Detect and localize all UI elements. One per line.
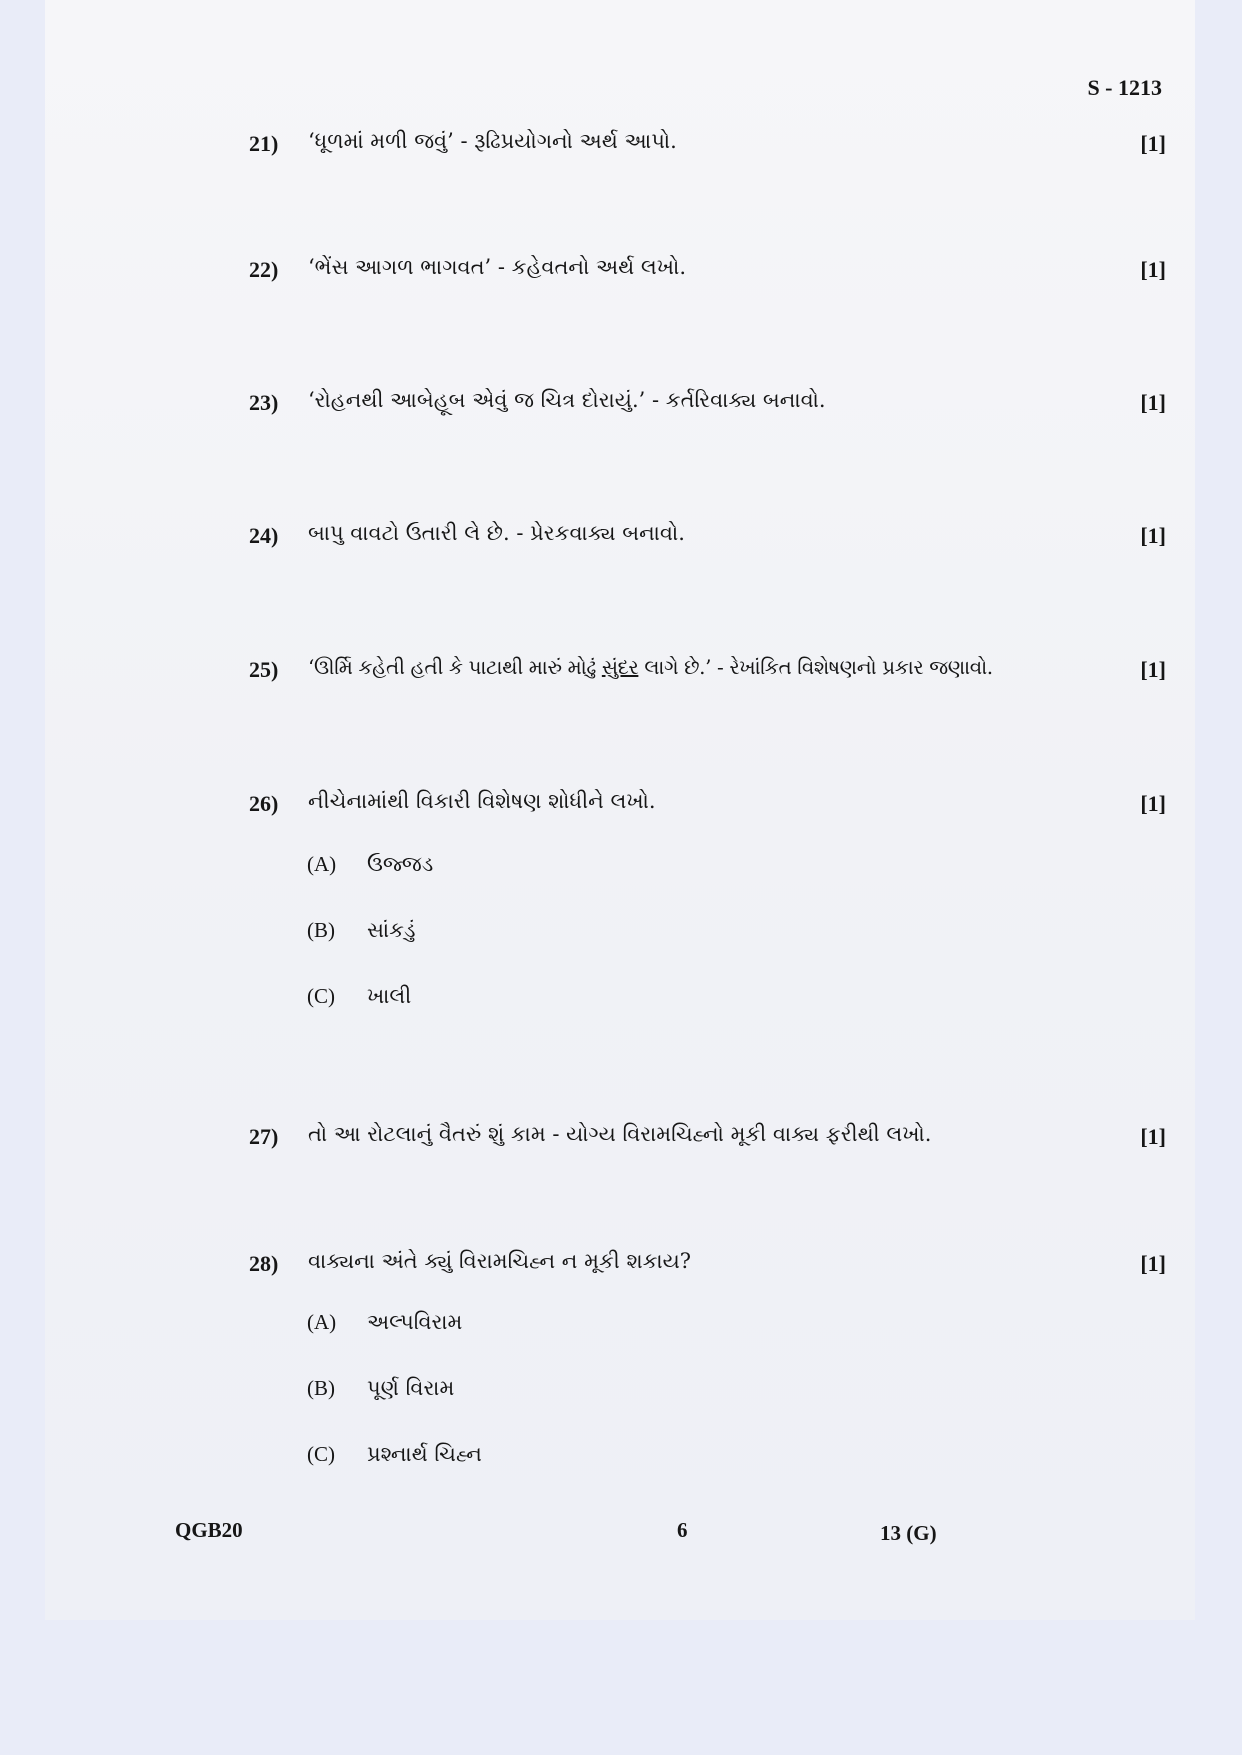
- question-number: 26): [249, 791, 279, 816]
- question-marks: [1]: [1140, 523, 1166, 548]
- question-text: વાક્યના અંતે ક્યું વિરામચિહ્ન ન મૂકી શકાય?: [308, 1249, 692, 1273]
- option-text: ઉજ્જડ: [367, 852, 434, 876]
- question-number: 28): [249, 1251, 279, 1276]
- option-a: [307, 852, 433, 888]
- question-marks: [1]: [1140, 791, 1166, 816]
- question-marks: [1]: [1140, 390, 1166, 415]
- question-22: [249, 251, 1166, 287]
- option-label: (B): [307, 918, 335, 942]
- question-27: [249, 1118, 1166, 1154]
- question-28: [249, 1245, 1166, 1281]
- question-23: [249, 384, 1166, 420]
- question-21: [249, 125, 1166, 161]
- option-b: [307, 918, 416, 954]
- question-marks: [1]: [1140, 1251, 1166, 1276]
- option-c: [307, 1442, 482, 1478]
- option-label: (A): [307, 852, 337, 876]
- question-number: 21): [249, 131, 279, 156]
- option-b: [307, 1376, 454, 1412]
- question-text: ‘રોહનથી આબેહૂબ એવું જ ચિત્ર દોરાયું.’ - કર્તરિવાક્ય બનાવો.: [308, 388, 826, 412]
- question-25: [249, 651, 1166, 687]
- question-text: ‘ધૂળમાં મળી જવું’ - રૂઢિપ્રયોગનો અર્થ આપો.: [308, 129, 677, 153]
- question-text-before: ‘ઊર્મિ કહેતી હતી કે પાટાથી મારું મોઢું: [308, 655, 602, 679]
- option-label: (C): [307, 1442, 335, 1466]
- option-label: (B): [307, 1376, 335, 1400]
- question-number: 27): [249, 1124, 279, 1149]
- footer-code: QGB20: [175, 1518, 243, 1542]
- question-text: નીચેનામાંથી વિકારી વિશેષણ શોધીને લખો.: [308, 789, 656, 813]
- page-number: 6: [677, 1518, 688, 1542]
- option-text: પૂર્ણ વિરામ: [367, 1376, 455, 1400]
- question-number: 24): [249, 523, 279, 548]
- option-c: [307, 984, 411, 1020]
- question-text: ‘ભેંસ આગળ ભાગવત’ - કહેવતનો અર્થ લખો.: [308, 255, 686, 279]
- question-number: 25): [249, 657, 279, 682]
- option-a: [307, 1310, 462, 1346]
- footer-series: 13 (G): [880, 1521, 937, 1545]
- question-marks: [1]: [1140, 1124, 1166, 1149]
- option-label: (A): [307, 1310, 337, 1334]
- paper-code: S - 1213: [1087, 75, 1162, 100]
- option-text: ખાલી: [367, 984, 412, 1008]
- question-text-after: લાગે છે.’ - રેખાંકિત વિશેષણનો પ્રકાર જણાવો.: [638, 655, 993, 679]
- question-marks: [1]: [1140, 131, 1166, 156]
- question-text: તો આ રોટલાનું વૈતરું શું કામ - યોગ્ય વિરામચિહ્નો મૂકી વાક્ય ફરીથી લખો.: [308, 1122, 932, 1146]
- option-text: સાંકડું: [367, 918, 416, 942]
- question-marks: [1]: [1140, 257, 1166, 282]
- option-label: (C): [307, 984, 335, 1008]
- question-marks: [1]: [1140, 657, 1166, 682]
- option-text: અલ્પવિરામ: [367, 1310, 463, 1334]
- question-26: [249, 785, 1166, 821]
- option-text: પ્રશ્નાર્થ ચિહ્ન: [367, 1442, 482, 1466]
- question-text: બાપુ વાવટો ઉતારી લે છે. - પ્રેરકવાક્ય બનાવો.: [308, 521, 685, 545]
- question-number: 22): [249, 257, 279, 282]
- underlined-adjective: સુંદર: [601, 655, 639, 679]
- question-text: [308, 655, 993, 679]
- scan-background: [0, 1620, 1242, 1755]
- question-number: 23): [249, 390, 279, 415]
- question-24: [249, 517, 1166, 553]
